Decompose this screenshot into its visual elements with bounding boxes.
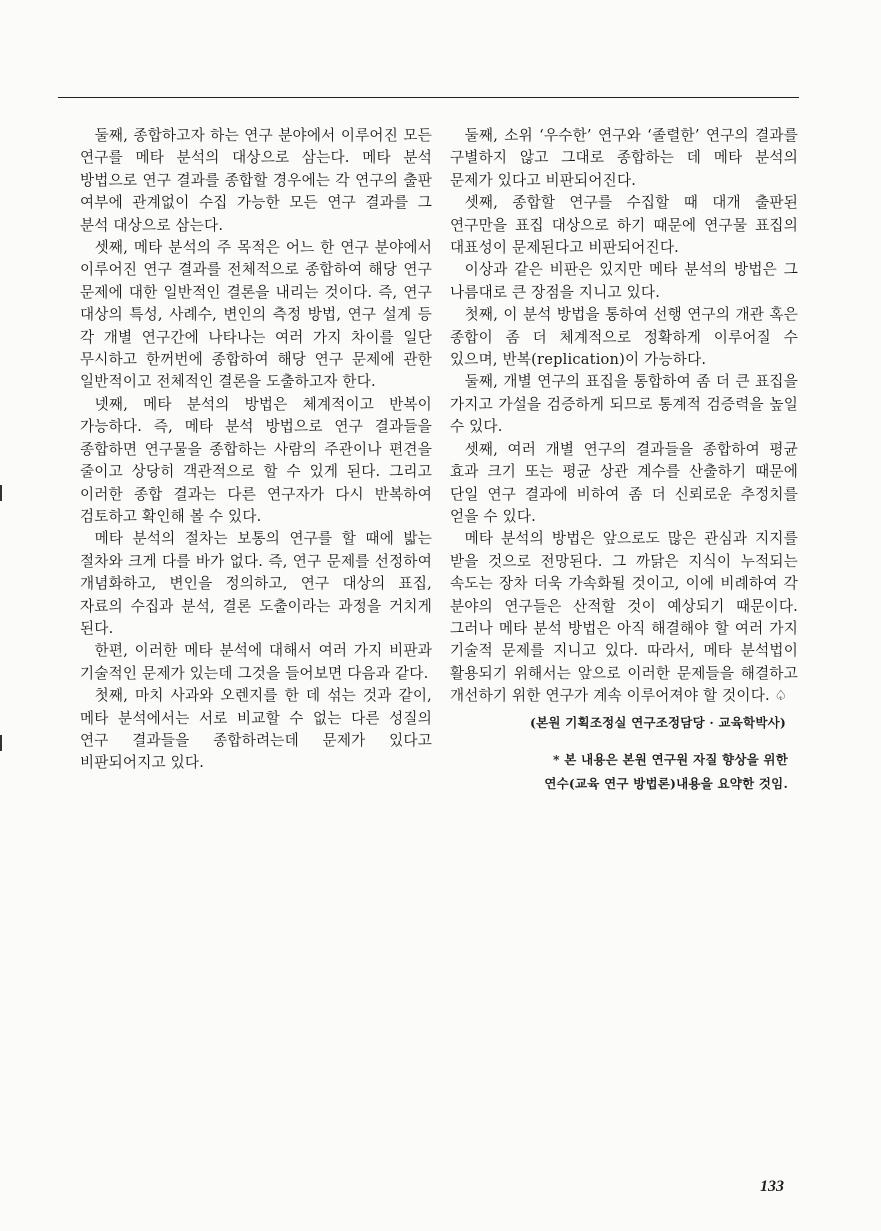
page-number: 133 [760,1178,784,1195]
paragraph: 한편, 이러한 메타 분석에 대해서 여러 가지 비판과 기술적인 문제가 있는데 그것을 들어보면 다음과 같다. [80,642,432,682]
footnote-line: 연수(교육 연구 방법론)내용을 요약한 것임. [544,775,788,791]
left-column [80,125,432,775]
paragraph: 셋째, 메타 분석의 주 목적은 어느 한 연구 분야에서 이루어진 연구 결과를 전체적으로 종합하여 해당 연구 문제에 대한 일반적인 결론을 내리는 것이다. 즉, 연구 대상의 특성, 사례수, 변인의 측정 방법, 연구 설계 등 각 개별 연구간에 나타나는 여러 가지 차이를 일단 무시하고 한꺼번에 종합하여 해당 연구 문제에 관한 일반적이고 전체적인 결론을 도출하고자 한다. [80,239,432,391]
closing-paragraph [450,528,798,707]
margin-mark [0,485,2,501]
closing-text: 메타 분석의 방법은 앞으로도 많은 관심과 지지를 받을 것으로 전망된다. 그 까닭은 지식이 누적되는 속도는 장차 더욱 가속화될 것이고, 이에 비례하여 각 분야의 연구들은 산적할 것이 예상되기 때문이다. 그러나 메타 분석 방법은 아직 해결해야 할 여러 가지 기술적 문제를 지니고 있다. 따라서, 메타 분석법이 활용되기 위해서는 앞으로 이러한 문제들을 해결하고 개선하기 위한 연구가 계속 이루어져야 할 것이다. [450,530,798,705]
paragraph: 메타 분석의 절차는 보통의 연구를 할 때에 밟는 절차와 크게 다를 바가 없다. 즉, 연구 문제를 선정하여 개념화하고, 변인을 정의하고, 연구 대상의 표집, 자료의 수집과 분석, 결론 도출이라는 과정을 거치게 된다. [80,530,432,637]
footnote-line: * 본 내용은 본원 연구원 자질 향상을 위한 [552,751,788,767]
margin-mark [0,735,2,751]
paragraph: 둘째, 종합하고자 하는 연구 분야에서 이루어진 모든 연구를 메타 분석의 대상으로 삼는다. 메타 분석 방법으로 연구 결과를 종합할 경우에는 각 연구의 출판 여부에 관계없이 수집 가능한 모든 연구 결과를 그 분석 대상으로 삼는다. [80,127,432,234]
paragraph: 넷째, 메타 분석의 방법은 체계적이고 반복이 가능하다. 즉, 메타 분석 방법으로 연구 결과들을 종합하면 연구물을 종합하는 사람의 주관이나 편견을 줄이고 상당히 객관적으로 할 수 있게 된다. 그리고 이러한 종합 결과는 다른 연구자가 다시 반복하여 검토하고 확인해 볼 수 있다. [80,395,432,525]
right-column [450,125,798,796]
paragraph: 셋째, 종합할 연구를 수집할 때 대개 출판된 연구만을 표집 대상으로 하기 때문에 연구물 표집의 대표성이 문제된다고 비판되어진다. [450,194,798,257]
paragraph: 둘째, 개별 연구의 표집을 통합하여 좀 더 큰 표집을 가지고 가설을 검증하게 되므로 통계적 검증력을 높일 수 있다. [450,373,798,436]
paragraph: 이상과 같은 비판은 있지만 메타 분석의 방법은 그 나름대로 큰 장점을 지니고 있다. [450,261,798,301]
footnote [450,748,788,796]
header-rule [58,97,799,98]
author-credit: (본원 기획조정실 연구조정담당 · 교육학박사) [530,714,786,730]
paragraph: 둘째, 소위 ‘우수한’ 연구와 ‘졸렬한’ 연구의 결과를 구별하지 않고 그대로 종합하는 데 메타 분석의 문제가 있다고 비판되어진다. [450,127,798,189]
paragraph: 첫째, 이 분석 방법을 통하여 선행 연구의 개관 혹은 종합이 좀 더 체계적으로 정확하게 이루어질 수 있으며, 반복(replication)이 가능하다. [450,306,798,369]
paragraph: 첫째, 마치 사과와 오렌지를 한 데 섞는 것과 같이, 메타 분석에서는 서로 비교할 수 없는 다른 성질의 연구 결과들을 종합하려는데 문제가 있다고 비판되어지고 있다. [80,687,432,772]
paragraph: 셋째, 여러 개별 연구의 결과들을 종합하여 평균 효과 크기 또는 평균 상관 계수를 산출하기 때문에 단일 연구 결과에 비하여 좀 더 신뢰로운 추정치를 얻을 수 있다. [450,440,798,525]
spade-icon: ♤ [774,688,788,705]
